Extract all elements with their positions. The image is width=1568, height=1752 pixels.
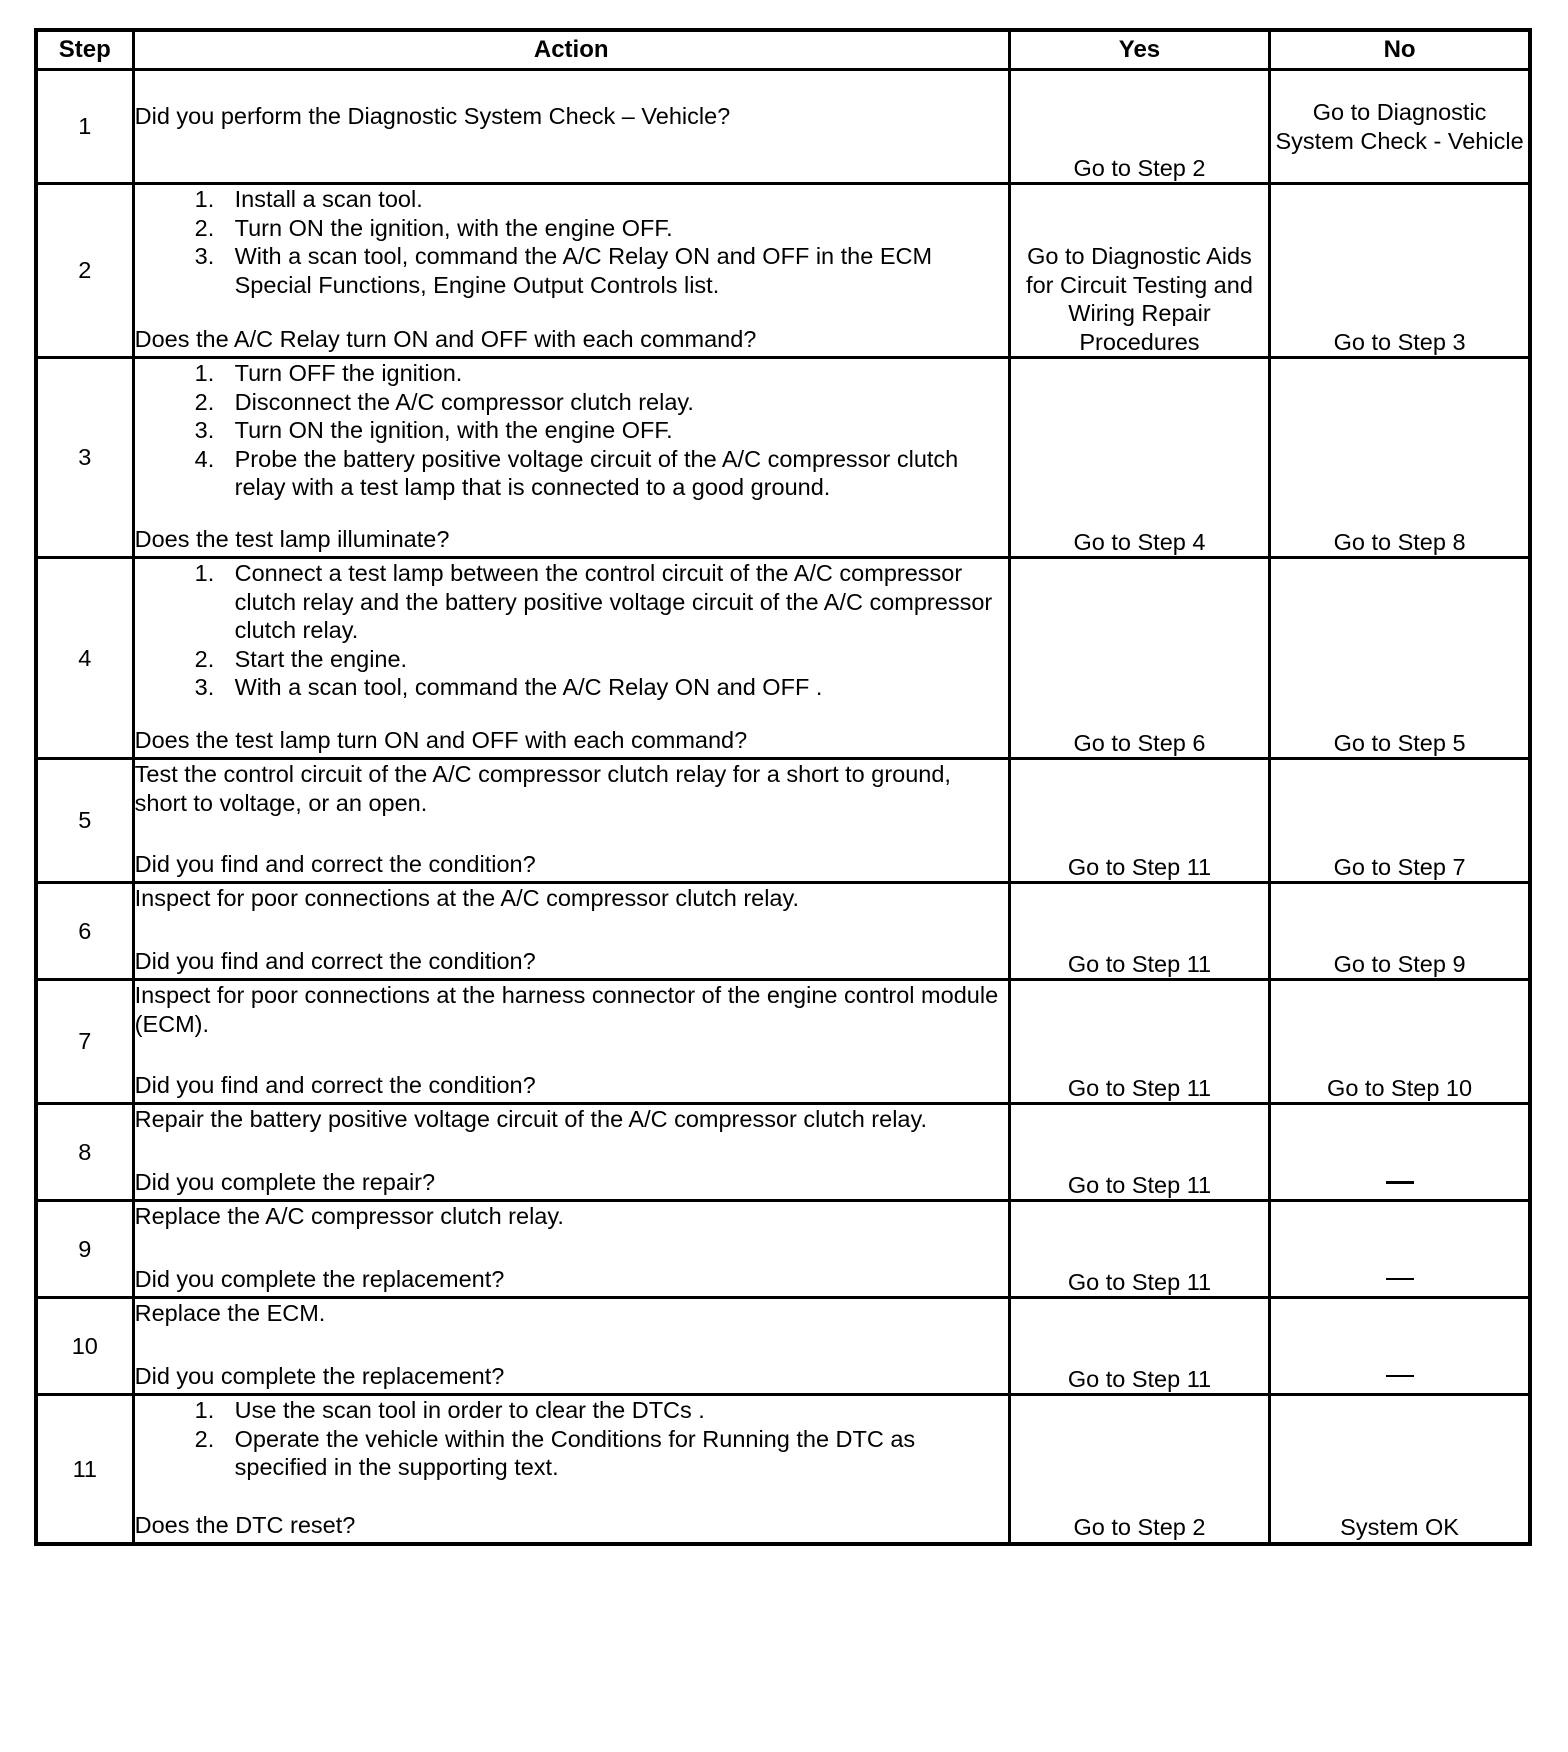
step-number: 8	[36, 1104, 133, 1201]
yes-cell: Go to Step 6	[1009, 558, 1269, 759]
action-cell	[133, 883, 1009, 980]
step-number: 10	[36, 1298, 133, 1395]
header-action: Action	[133, 30, 1009, 70]
action-cell	[133, 358, 1009, 558]
yes-cell: Go to Step 11	[1009, 1298, 1269, 1395]
list-item: 2. Operate the vehicle within the Conditions for Running the DTC as specified in the supporting text.	[194, 1425, 916, 1480]
action-question: Does the test lamp illuminate?	[134, 525, 450, 552]
substep-list	[135, 559, 1008, 702]
yes-cell: Go to Step 11	[1009, 980, 1269, 1104]
step-number: 4	[36, 558, 133, 759]
table-row	[36, 1201, 1530, 1298]
action-question: Does the A/C Relay turn ON and OFF with each command?	[134, 325, 757, 352]
list-item: 4. Probe the battery positive voltage circuit of the A/C compressor clutch relay with a test lamp that is connected to a good ground.	[194, 445, 959, 500]
dash-mark	[1386, 1181, 1414, 1184]
no-cell: Go to Step 10	[1270, 980, 1530, 1104]
list-item: 3. With a scan tool, command the A/C Relay ON and OFF in the ECM Special Functions, Engine Output Controls list.	[194, 243, 933, 298]
table-row	[36, 558, 1530, 759]
yes-cell: Go to Step 11	[1009, 1104, 1269, 1201]
yes-cell: Go to Step 2	[1009, 1395, 1269, 1544]
yes-cell: Go to Step 4	[1009, 358, 1269, 558]
no-cell	[1270, 1201, 1530, 1298]
yes-cell: Go to Step 11	[1009, 1201, 1269, 1298]
action-cell	[133, 759, 1009, 883]
action-cell	[133, 558, 1009, 759]
action-cell	[133, 1104, 1009, 1201]
no-cell: Go to Step 3	[1270, 184, 1530, 358]
diagnostic-table	[34, 28, 1532, 1546]
action-text: Replace the A/C compressor clutch relay.	[134, 1203, 564, 1229]
no-cell: Go to Step 8	[1270, 358, 1530, 558]
dash-mark	[1386, 1375, 1414, 1377]
table-row	[36, 759, 1530, 883]
list-item: 1. Connect a test lamp between the control circuit of the A/C compressor clutch relay and the battery positive voltage circuit of the A/C compressor clutch relay.	[194, 560, 993, 643]
action-text: Did you perform the Diagnostic System Check – Vehicle?	[134, 103, 731, 130]
step-number: 9	[36, 1201, 133, 1298]
yes-cell: Go to Step 11	[1009, 759, 1269, 883]
no-cell: Go to Step 5	[1270, 558, 1530, 759]
no-cell	[1270, 1298, 1530, 1395]
list-item: 2. Disconnect the A/C compressor clutch relay.	[194, 388, 694, 415]
step-number: 2	[36, 184, 133, 358]
action-cell	[133, 1395, 1009, 1544]
table-row	[36, 1298, 1530, 1395]
table-row	[36, 70, 1530, 184]
action-cell	[133, 70, 1009, 184]
substep-list	[135, 359, 1008, 502]
list-item: 1. Use the scan tool in order to clear the DTCs .	[194, 1397, 705, 1423]
substep-list	[135, 1396, 1008, 1482]
header-yes: Yes	[1009, 30, 1269, 70]
action-cell	[133, 980, 1009, 1104]
yes-cell: Go to Step 2	[1009, 70, 1269, 184]
header-row	[36, 30, 1530, 70]
yes-cell: Go to Step 11	[1009, 883, 1269, 980]
action-text: Repair the battery positive voltage circuit of the A/C compressor clutch relay.	[134, 1106, 928, 1132]
action-question: Does the DTC reset?	[134, 1511, 356, 1538]
action-text: Replace the ECM.	[134, 1300, 326, 1326]
table-row	[36, 883, 1530, 980]
no-cell: Go to Step 9	[1270, 883, 1530, 980]
action-question: Did you complete the replacement?	[134, 1362, 505, 1389]
dash-mark	[1386, 1278, 1414, 1280]
table-row	[36, 184, 1530, 358]
step-number: 7	[36, 980, 133, 1104]
table-row	[36, 1395, 1530, 1544]
no-cell: System OK	[1270, 1395, 1530, 1544]
list-item: 2. Start the engine.	[194, 645, 408, 672]
step-number: 3	[36, 358, 133, 558]
action-question: Does the test lamp turn ON and OFF with each command?	[134, 726, 748, 753]
step-number: 6	[36, 883, 133, 980]
substep-list	[135, 185, 1008, 299]
step-number: 11	[36, 1395, 133, 1544]
action-cell	[133, 184, 1009, 358]
action-question: Did you complete the repair?	[134, 1168, 436, 1195]
list-item: 3. Turn ON the ignition, with the engine OFF.	[194, 417, 673, 443]
action-question: Did you find and correct the condition?	[134, 850, 536, 877]
list-item: 2. Turn ON the ignition, with the engine OFF.	[194, 214, 673, 241]
list-item: 3. With a scan tool, command the A/C Relay ON and OFF .	[194, 674, 823, 700]
action-question: Did you complete the replacement?	[134, 1265, 505, 1292]
step-number: 1	[36, 70, 133, 184]
no-cell: Go to Step 7	[1270, 759, 1530, 883]
table-row	[36, 358, 1530, 558]
header-step: Step	[36, 30, 133, 70]
yes-cell: Go to Diagnostic Aids for Circuit Testing and Wiring Repair Procedures	[1009, 184, 1269, 358]
action-text: Inspect for poor connections at the A/C compressor clutch relay.	[134, 885, 800, 911]
action-cell	[133, 1201, 1009, 1298]
action-text: Inspect for poor connections at the harness connector of the engine control module (ECM).	[134, 982, 999, 1037]
no-cell: Go to Diagnostic System Check - Vehicle	[1270, 70, 1530, 184]
action-text: Test the control circuit of the A/C compressor clutch relay for a short to ground, short to voltage, or an open.	[134, 761, 951, 816]
table-row	[36, 1104, 1530, 1201]
action-question: Did you find and correct the condition?	[134, 1071, 536, 1098]
action-cell	[133, 1298, 1009, 1395]
step-number: 5	[36, 759, 133, 883]
action-question: Did you find and correct the condition?	[134, 947, 536, 974]
list-item: 1. Install a scan tool.	[194, 186, 423, 212]
list-item: 1. Turn OFF the ignition.	[194, 360, 463, 386]
no-cell	[1270, 1104, 1530, 1201]
table-row	[36, 980, 1530, 1104]
header-no: No	[1270, 30, 1530, 70]
